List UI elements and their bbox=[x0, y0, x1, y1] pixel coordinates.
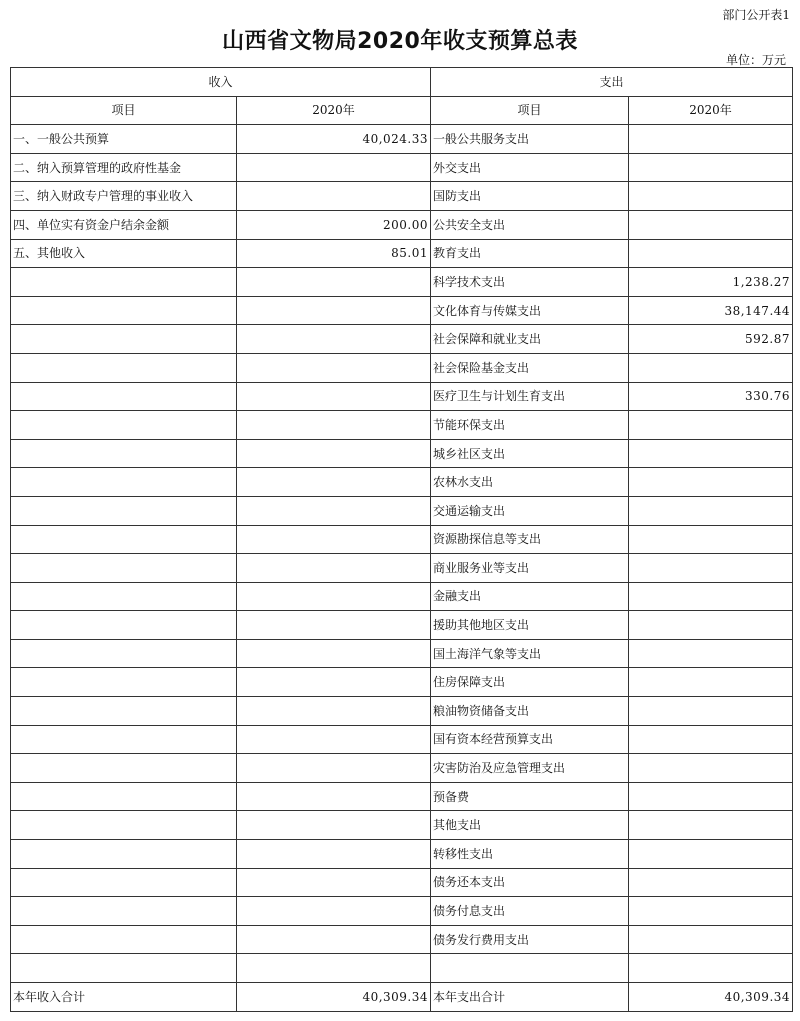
income-item-cell bbox=[11, 525, 237, 554]
income-value-cell bbox=[237, 611, 431, 640]
expense-value-cell bbox=[629, 125, 793, 154]
header-expense: 支出 bbox=[431, 68, 793, 97]
income-value-cell bbox=[237, 668, 431, 697]
table-row bbox=[11, 182, 793, 211]
income-item-cell bbox=[11, 268, 237, 297]
expense-value-cell bbox=[629, 439, 793, 468]
table-row bbox=[11, 125, 793, 154]
expense-item-cell: 农林水支出 bbox=[431, 468, 629, 497]
income-value-cell bbox=[237, 868, 431, 897]
income-value-cell bbox=[237, 468, 431, 497]
expense-value-cell bbox=[629, 811, 793, 840]
expense-value-cell bbox=[629, 897, 793, 926]
expense-item-cell: 交通运输支出 bbox=[431, 496, 629, 525]
expense-item-cell: 医疗卫生与计划生育支出 bbox=[431, 382, 629, 411]
expense-total-value: 40,309.34 bbox=[629, 983, 793, 1012]
expense-value-cell: 38,147.44 bbox=[629, 296, 793, 325]
expense-value-cell bbox=[629, 239, 793, 268]
income-item-cell bbox=[11, 868, 237, 897]
expense-value-cell bbox=[629, 925, 793, 954]
income-value-cell bbox=[237, 925, 431, 954]
income-value-cell bbox=[237, 325, 431, 354]
expense-value-cell bbox=[629, 611, 793, 640]
income-item-cell bbox=[11, 782, 237, 811]
income-item-cell bbox=[11, 496, 237, 525]
expense-value-cell bbox=[629, 153, 793, 182]
income-item-cell bbox=[11, 840, 237, 869]
expense-item-cell: 转移性支出 bbox=[431, 840, 629, 869]
income-item-cell bbox=[11, 611, 237, 640]
table-row bbox=[11, 582, 793, 611]
income-value-cell bbox=[237, 639, 431, 668]
table-row bbox=[11, 697, 793, 726]
expense-item-cell: 国有资本经营预算支出 bbox=[431, 725, 629, 754]
income-value-cell bbox=[237, 954, 431, 983]
header-expense-year: 2020年 bbox=[629, 96, 793, 125]
table-row bbox=[11, 325, 793, 354]
expense-value-cell bbox=[629, 496, 793, 525]
table-row bbox=[11, 239, 793, 268]
table-row bbox=[11, 925, 793, 954]
expense-value-cell bbox=[629, 782, 793, 811]
expense-item-cell: 预备费 bbox=[431, 782, 629, 811]
income-item-cell bbox=[11, 754, 237, 783]
expense-value-cell bbox=[629, 582, 793, 611]
income-item-cell bbox=[11, 554, 237, 583]
expense-item-cell: 一般公共服务支出 bbox=[431, 125, 629, 154]
header-income-item: 项目 bbox=[11, 96, 237, 125]
expense-value-cell bbox=[629, 668, 793, 697]
income-value-cell bbox=[237, 439, 431, 468]
expense-value-cell bbox=[629, 868, 793, 897]
expense-item-cell: 国防支出 bbox=[431, 182, 629, 211]
expense-item-cell: 社会保障和就业支出 bbox=[431, 325, 629, 354]
income-item-cell: 三、纳入财政专户管理的事业收入 bbox=[11, 182, 237, 211]
income-value-cell bbox=[237, 411, 431, 440]
expense-item-cell: 其他支出 bbox=[431, 811, 629, 840]
expense-value-cell bbox=[629, 697, 793, 726]
expense-value-cell bbox=[629, 525, 793, 554]
income-item-cell bbox=[11, 382, 237, 411]
income-value-cell bbox=[237, 496, 431, 525]
expense-value-cell bbox=[629, 182, 793, 211]
expense-item-cell: 商业服务业等支出 bbox=[431, 554, 629, 583]
income-item-cell bbox=[11, 325, 237, 354]
expense-value-cell: 592.87 bbox=[629, 325, 793, 354]
table-row bbox=[11, 268, 793, 297]
income-value-cell bbox=[237, 268, 431, 297]
income-value-cell bbox=[237, 754, 431, 783]
table-row bbox=[11, 954, 793, 983]
table-row bbox=[11, 639, 793, 668]
expense-item-cell: 债务还本支出 bbox=[431, 868, 629, 897]
income-item-cell bbox=[11, 668, 237, 697]
income-item-cell bbox=[11, 925, 237, 954]
table-row bbox=[11, 411, 793, 440]
header-income-year: 2020年 bbox=[237, 96, 431, 125]
income-value-cell bbox=[237, 153, 431, 182]
income-item-cell: 五、其他收入 bbox=[11, 239, 237, 268]
expense-value-cell bbox=[629, 411, 793, 440]
table-row bbox=[11, 296, 793, 325]
table-row bbox=[11, 868, 793, 897]
table-row bbox=[11, 782, 793, 811]
unit-label: 单位：万元 bbox=[725, 53, 786, 67]
income-item-cell bbox=[11, 697, 237, 726]
header-income: 收入 bbox=[11, 68, 431, 97]
income-value-cell bbox=[237, 554, 431, 583]
table-row bbox=[11, 525, 793, 554]
income-item-cell bbox=[11, 582, 237, 611]
table-row bbox=[11, 897, 793, 926]
table-row bbox=[11, 840, 793, 869]
expense-value-cell: 1,238.27 bbox=[629, 268, 793, 297]
expense-item-cell: 金融支出 bbox=[431, 582, 629, 611]
expense-item-cell: 债务付息支出 bbox=[431, 897, 629, 926]
expense-item-cell: 资源勘探信息等支出 bbox=[431, 525, 629, 554]
income-value-cell bbox=[237, 582, 431, 611]
header-row-columns bbox=[11, 96, 793, 125]
expense-value-cell bbox=[629, 954, 793, 983]
expense-value-cell bbox=[629, 639, 793, 668]
table-row bbox=[11, 725, 793, 754]
income-item-cell: 一、一般公共预算 bbox=[11, 125, 237, 154]
table-row bbox=[11, 811, 793, 840]
document-code: 部门公开表1 bbox=[722, 8, 790, 22]
table-row bbox=[11, 668, 793, 697]
income-value-cell: 40,024.33 bbox=[237, 125, 431, 154]
expense-value-cell bbox=[629, 468, 793, 497]
totals-row bbox=[11, 983, 793, 1012]
income-value-cell bbox=[237, 353, 431, 382]
expense-value-cell bbox=[629, 725, 793, 754]
expense-item-cell: 城乡社区支出 bbox=[431, 439, 629, 468]
income-item-cell bbox=[11, 296, 237, 325]
expense-item-cell: 住房保障支出 bbox=[431, 668, 629, 697]
income-value-cell bbox=[237, 840, 431, 869]
income-item-cell bbox=[11, 725, 237, 754]
income-value-cell bbox=[237, 382, 431, 411]
header-row-sections bbox=[11, 68, 793, 97]
income-item-cell bbox=[11, 468, 237, 497]
income-value-cell bbox=[237, 725, 431, 754]
expense-item-cell: 粮油物资储备支出 bbox=[431, 697, 629, 726]
table-row bbox=[11, 382, 793, 411]
income-value-cell bbox=[237, 782, 431, 811]
expense-item-cell: 教育支出 bbox=[431, 239, 629, 268]
expense-value-cell: 330.76 bbox=[629, 382, 793, 411]
budget-table bbox=[10, 67, 793, 1012]
income-item-cell bbox=[11, 897, 237, 926]
expense-item-cell: 节能环保支出 bbox=[431, 411, 629, 440]
expense-item-cell: 社会保险基金支出 bbox=[431, 353, 629, 382]
expense-value-cell bbox=[629, 554, 793, 583]
expense-item-cell: 外交支出 bbox=[431, 153, 629, 182]
expense-item-cell: 文化体育与传媒支出 bbox=[431, 296, 629, 325]
income-value-cell bbox=[237, 296, 431, 325]
expense-item-cell: 灾害防治及应急管理支出 bbox=[431, 754, 629, 783]
income-item-cell bbox=[11, 639, 237, 668]
expense-value-cell bbox=[629, 754, 793, 783]
table-row bbox=[11, 554, 793, 583]
expense-value-cell bbox=[629, 353, 793, 382]
expense-total-label: 本年支出合计 bbox=[431, 983, 629, 1012]
table-row bbox=[11, 754, 793, 783]
income-item-cell bbox=[11, 954, 237, 983]
income-item-cell bbox=[11, 811, 237, 840]
income-item-cell bbox=[11, 353, 237, 382]
table-row bbox=[11, 153, 793, 182]
expense-item-cell: 科学技术支出 bbox=[431, 268, 629, 297]
page-title: 山西省文物局2020年收支预算总表 bbox=[222, 29, 578, 54]
income-value-cell bbox=[237, 525, 431, 554]
expense-item-cell bbox=[431, 954, 629, 983]
income-item-cell bbox=[11, 439, 237, 468]
income-value-cell: 200.00 bbox=[237, 210, 431, 239]
income-value-cell: 85.01 bbox=[237, 239, 431, 268]
income-value-cell bbox=[237, 897, 431, 926]
table-row bbox=[11, 210, 793, 239]
income-value-cell bbox=[237, 697, 431, 726]
expense-item-cell: 国土海洋气象等支出 bbox=[431, 639, 629, 668]
income-item-cell bbox=[11, 411, 237, 440]
table-row bbox=[11, 353, 793, 382]
header-expense-item: 项目 bbox=[431, 96, 629, 125]
expense-item-cell: 债务发行费用支出 bbox=[431, 925, 629, 954]
table-row bbox=[11, 468, 793, 497]
expense-item-cell: 公共安全支出 bbox=[431, 210, 629, 239]
expense-item-cell: 援助其他地区支出 bbox=[431, 611, 629, 640]
income-total-value: 40,309.34 bbox=[237, 983, 431, 1012]
income-value-cell bbox=[237, 811, 431, 840]
table-row bbox=[11, 496, 793, 525]
income-item-cell: 二、纳入预算管理的政府性基金 bbox=[11, 153, 237, 182]
income-total-label: 本年收入合计 bbox=[11, 983, 237, 1012]
table-row bbox=[11, 439, 793, 468]
expense-value-cell bbox=[629, 840, 793, 869]
income-value-cell bbox=[237, 182, 431, 211]
income-item-cell: 四、单位实有资金户结余金额 bbox=[11, 210, 237, 239]
table-row bbox=[11, 611, 793, 640]
expense-value-cell bbox=[629, 210, 793, 239]
